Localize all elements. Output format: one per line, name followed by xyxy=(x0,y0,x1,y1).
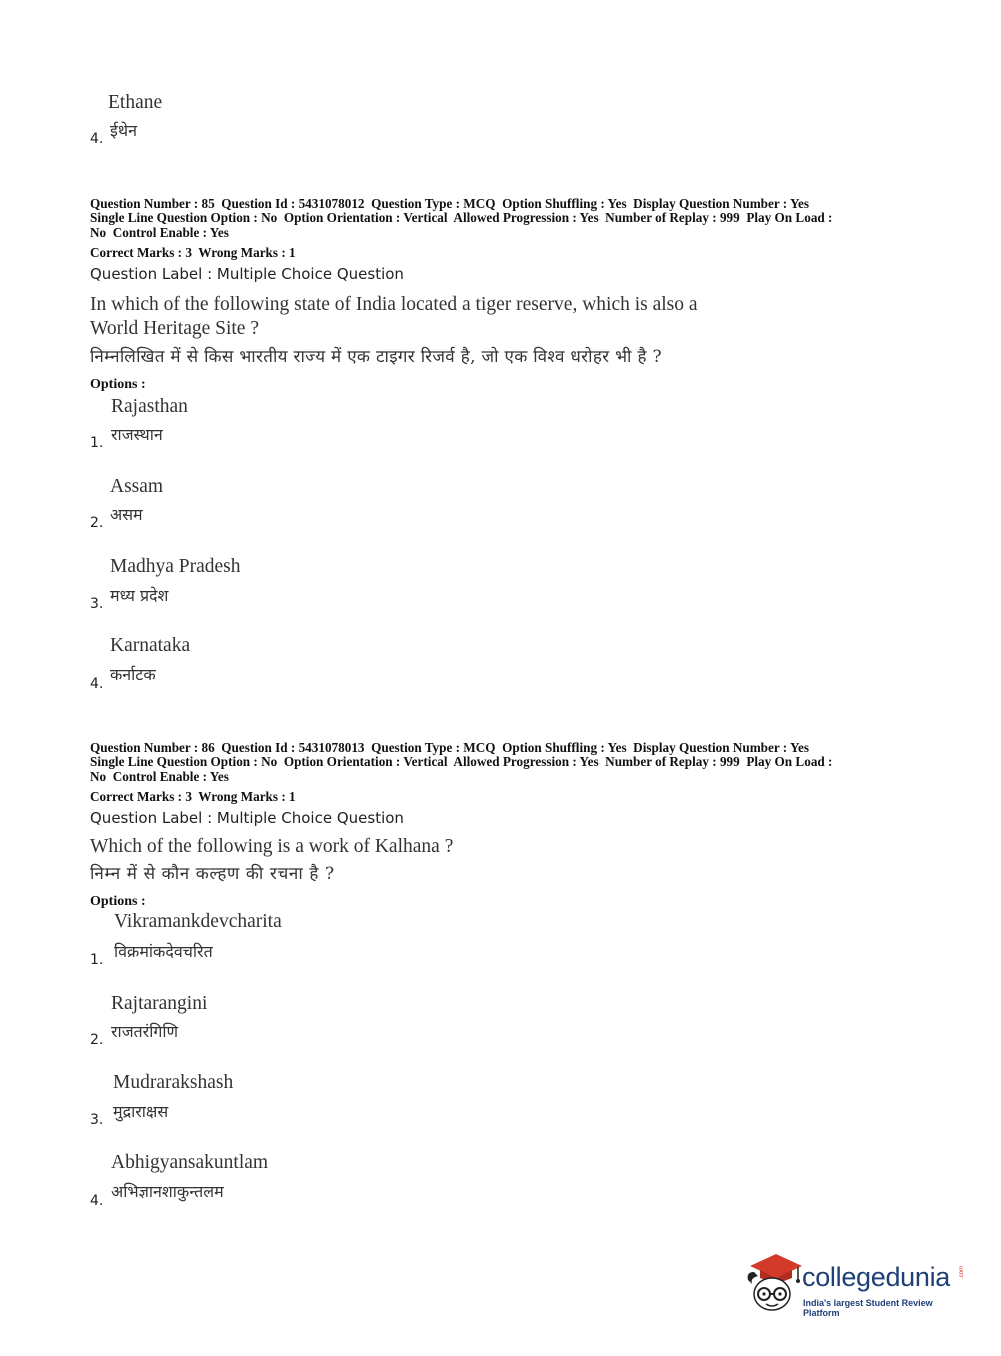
collegedunia-logo xyxy=(742,1250,967,1316)
q86-option-3-hindi: मुद्राराक्षस xyxy=(113,1102,169,1121)
student-mascot-icon xyxy=(742,1250,804,1314)
q86-option-3-english: Mudrarakshash xyxy=(113,1072,234,1093)
q86-marks: Correct Marks : 3 Wrong Marks : 1 xyxy=(90,789,296,804)
prev-option-4-number: 4. xyxy=(90,131,104,147)
q86-meta-line-2: Single Line Question Option : No Option Orientation : Vertical Allowed Progression : Yes Number of Replay : 999 Play On Load : xyxy=(90,754,833,769)
q86-option-1-english: Vikramankdevcharita xyxy=(114,911,282,932)
q85-option-2-hindi: असम xyxy=(110,505,143,524)
q86-option-4-hindi: अभिज्ञानशाकुन्तलम xyxy=(111,1182,224,1201)
q85-text-en-line-1: In which of the following state of India located a tiger reserve, which is also a xyxy=(90,294,698,315)
q85-option-1-hindi: राजस्थान xyxy=(111,425,163,444)
q85-meta-line-2: Single Line Question Option : No Option Orientation : Vertical Allowed Progression : Yes Number of Replay : 999 Play On Load : xyxy=(90,210,833,225)
q86-options-label: Options : xyxy=(90,894,146,909)
q86-option-2-english: Rajtarangini xyxy=(111,993,208,1014)
q85-option-4-english: Karnataka xyxy=(110,635,191,656)
logo-tagline: India's largest Student Review Platform xyxy=(803,1298,933,1318)
q86-option-1-hindi: विक्रमांकदेवचरित xyxy=(114,942,213,961)
q86-meta-line-3: No Control Enable : Yes xyxy=(90,769,229,784)
q86-question-label: Question Label : Multiple Choice Question xyxy=(90,809,404,827)
q86-meta-line-1: Question Number : 86 Question Id : 5431078013 Question Type : MCQ Option Shuffling : Yes Display Question Number : Yes xyxy=(90,740,810,755)
q86-option-1-number: 1. xyxy=(90,952,104,968)
q86-option-3-number: 3. xyxy=(90,1112,104,1128)
q85-option-3-hindi: मध्य प्रदेश xyxy=(110,586,169,605)
q85-option-3-english: Madhya Pradesh xyxy=(110,556,241,577)
q85-text-en-line-2: World Heritage Site ? xyxy=(90,318,259,339)
q85-text-hindi: निम्नलिखित में से किस भारतीय राज्य में एक टाइगर रिजर्व है, जो एक विश्व धरोहर भी है ? xyxy=(90,347,662,367)
q85-option-2-number: 2. xyxy=(90,515,104,531)
q86-option-4-number: 4. xyxy=(90,1193,104,1209)
logo-domain-suffix: .com xyxy=(959,1266,965,1280)
q85-question-label: Question Label : Multiple Choice Question xyxy=(90,265,404,283)
q86-text-hindi: निम्न में से कौन कल्हण की रचना है ? xyxy=(90,864,335,884)
q85-option-3-number: 3. xyxy=(90,596,104,612)
q85-meta-line-1: Question Number : 85 Question Id : 5431078012 Question Type : MCQ Option Shuffling : Yes Display Question Number : Yes xyxy=(90,196,810,211)
q86-option-2-hindi: राजतरंगिणि xyxy=(111,1022,179,1041)
q85-option-2-english: Assam xyxy=(110,476,164,497)
q86-option-4-english: Abhigyansakuntlam xyxy=(111,1152,269,1173)
q85-option-4-hindi: कर्नाटक xyxy=(110,665,156,684)
prev-option-4-hindi: ईथेन xyxy=(110,121,137,140)
q85-marks: Correct Marks : 3 Wrong Marks : 1 xyxy=(90,245,296,260)
q86-option-2-number: 2. xyxy=(90,1032,104,1048)
logo-wordmark: collegedunia xyxy=(802,1262,951,1292)
q85-option-1-english: Rajasthan xyxy=(111,396,188,417)
prev-option-4-english: Ethane xyxy=(108,92,163,113)
q86-text-en-line-1: Which of the following is a work of Kalhana ? xyxy=(90,836,454,857)
q85-meta-line-3: No Control Enable : Yes xyxy=(90,225,229,240)
q85-options-label: Options : xyxy=(90,377,146,392)
q85-option-4-number: 4. xyxy=(90,676,104,692)
q85-option-1-number: 1. xyxy=(90,435,104,451)
